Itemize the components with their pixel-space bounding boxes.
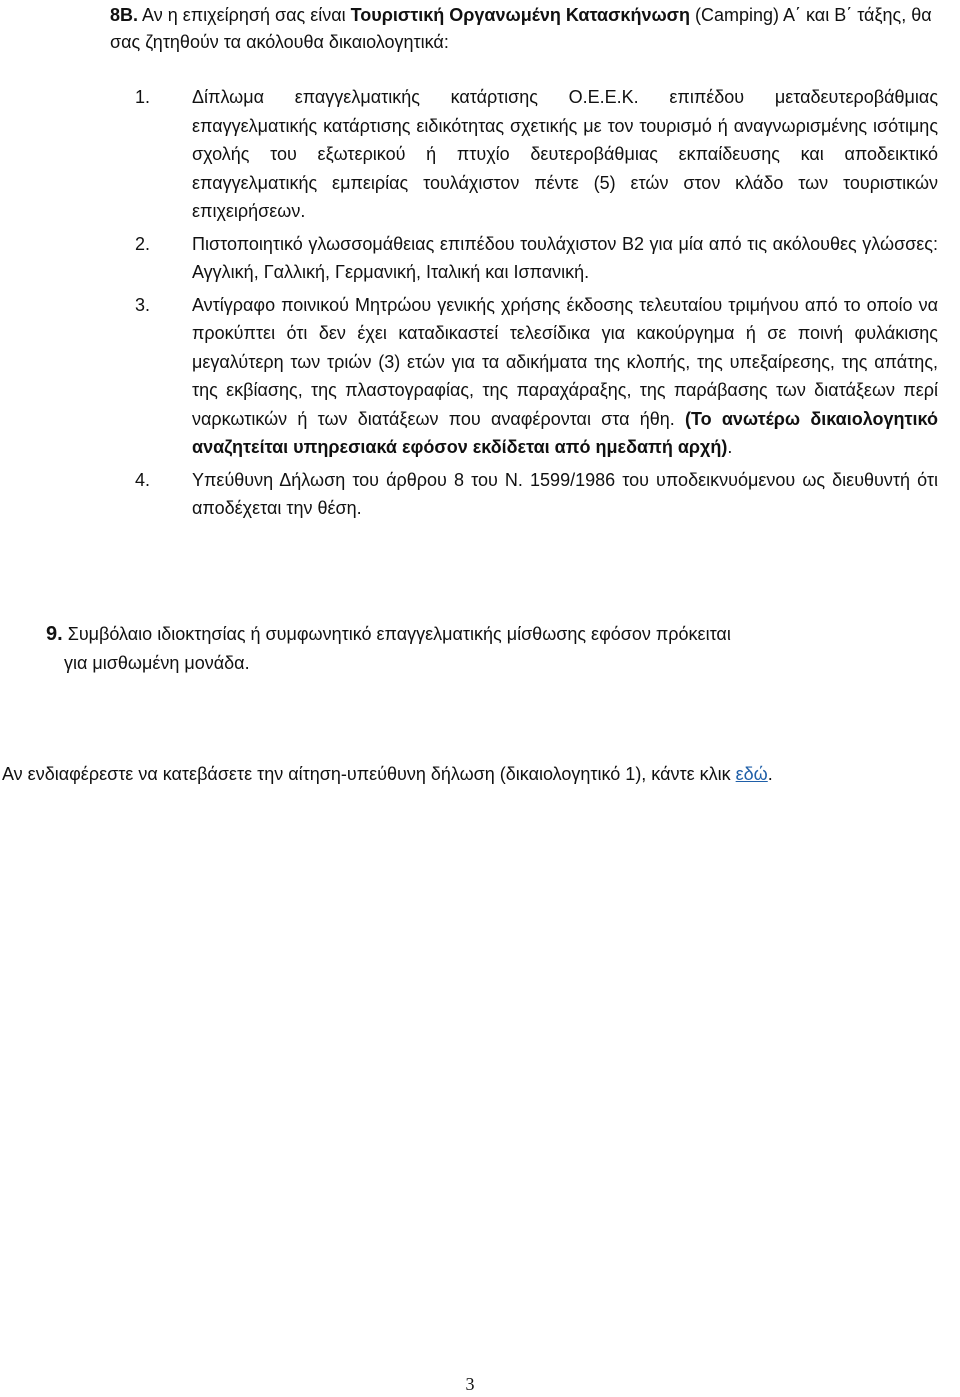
list-item (135, 83, 938, 226)
section-9-number: 9. (46, 623, 63, 645)
section-9-line-2: για μισθωμένη μονάδα. (64, 652, 250, 673)
list-item-number: 4. (135, 469, 151, 490)
download-note (2, 760, 960, 788)
list-item-number: 1. (135, 87, 151, 107)
heading-text-start: Αν η επιχείρησή σας είναι (138, 5, 351, 25)
list-item-text: Υπεύθυνη Δήλωση του άρθρου 8 του Ν. 1599/1986 του υποδεικνυόμενου ως διευθυντή ότι αποδέχεται την θέση. (192, 469, 938, 518)
list-item-tail: . (727, 437, 733, 457)
list-item (135, 291, 938, 462)
list-item (135, 230, 938, 287)
section-9 (46, 620, 926, 677)
download-link[interactable]: εδώ (735, 764, 768, 784)
download-tail: . (767, 764, 773, 784)
list-item-number: 2. (135, 233, 151, 254)
requirements-list (135, 83, 938, 527)
list-item (135, 466, 938, 523)
list-item-text-container (192, 291, 938, 462)
list-item-text: Αντίγραφο ποινικού Μητρώου γενικής χρήσης έκδοσης τελευταίου τριμήνου από το οποίο να προκύπτει ότι δεν έχει καταδικαστεί τελεσίδικα για κακούργημα ή σε ποινή φυλάκισης μεγαλύτερη των τριών (3) ετών για τα αδικήματα της κλοπής, της υπεξαίρεσης, της απάτης, της εκβίασης, της πλαστογραφίας, της παραχάραξης, της παράβασης των διατάξεων περί ναρκωτικών ή των διατάξεων που αναφέρονται στα ήθη. (192, 294, 938, 429)
list-item-text: Πιστοποιητικό γλωσσομάθειας επιπέδου τουλάχιστον Β2 για μία από τις ακόλουθες γλώσσες: Αγγλική, Γαλλική, Γερμανική, Ιταλική και Ισπανική. (192, 233, 938, 282)
download-text: Αν ενδιαφέρεστε να κατεβάσετε την αίτηση-υπεύθυνη δήλωση (δικαιολογητικό 1), κάντε κλικ (2, 764, 736, 784)
page-number: 3 (465, 1374, 475, 1394)
section-heading (110, 2, 940, 56)
heading-business-type: Τουριστική Οργανωμένη Κατασκήνωση (350, 5, 690, 25)
section-9-text: Συμβόλαιο ιδιοκτησίας ή συμφωνητικό επαγγελματικής μίσθωσης εφόσον πρόκειται (62, 624, 731, 644)
list-item-text: Δίπλωμα επαγγελματικής κατάρτισης Ο.Ε.Ε.Κ. επιπέδου μεταδευτεροβάθμιας επαγγελματικής κατάρτισης ειδικότητας σχετικής με τον τουρισμό ή αναγνωρισμένης ισότιμης σχολής του εξωτερικού ή πτυχίο δευτεροβάθμιας εκπαίδευσης και αποδεικτικό επαγγελματικής εμπειρίας τουλάχιστον πέντε (5) ετών στον κλάδο των τουριστικών επιχειρήσεων. (192, 87, 938, 221)
list-item-note: (Το ανωτέρω δικαιολογητικό αναζητείται υπηρεσιακά εφόσον εκδίδεται από ημεδαπή αρχή) (192, 408, 938, 457)
list-item-number: 3. (135, 294, 151, 315)
section-9-line-1 (46, 620, 926, 649)
section-number: 8Β. (110, 5, 139, 25)
heading-text-end: (Camping) Α΄ και Β΄ τάξης, θα σας ζητηθούν τα ακόλουθα δικαιολογητικά: (110, 5, 932, 52)
